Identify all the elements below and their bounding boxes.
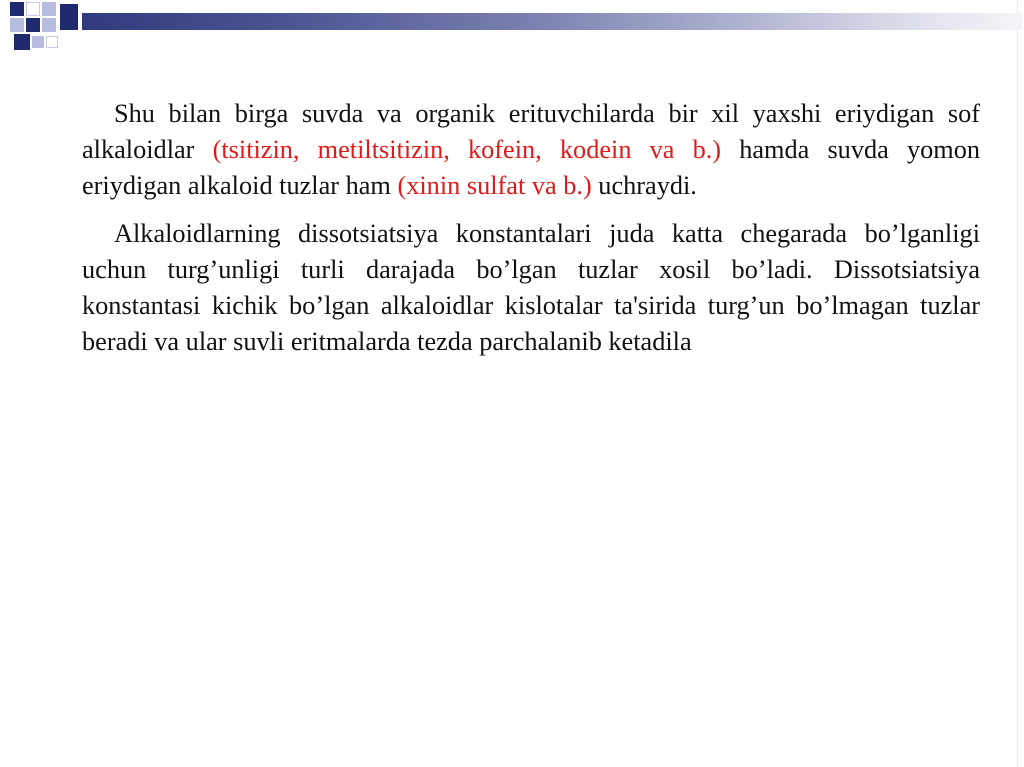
decor-square-light (32, 36, 44, 48)
decor-square-light (42, 18, 56, 32)
paragraph-1-text-a: Shu bilan birga suvda va organik erituvchilarda bir xil yaxshi eriydigan sof alkaloidlar (82, 99, 980, 164)
decor-square-light (10, 18, 24, 32)
decor-square-dark (10, 2, 24, 16)
paragraph-1-highlight-a: (tsitizin, metiltsitizin, kofein, kodein va b.) (212, 135, 722, 164)
paragraph-1 (82, 96, 980, 204)
paragraph-1-text-b: hamda suvda yomon eriydigan alkaloid tuzlar ham (82, 135, 980, 200)
paragraph-1-highlight-b: (xinin sulfat va b.) (397, 171, 592, 200)
decor-square-outline (26, 2, 40, 16)
decor-square-light (42, 2, 56, 16)
slide-body (82, 96, 980, 360)
decor-square-outline (46, 36, 58, 48)
decor-square-dark (60, 4, 78, 30)
header-gradient-bar (82, 13, 1022, 30)
decor-square-dark (14, 34, 30, 50)
decor-square-dark (26, 18, 40, 32)
paragraph-2: Alkaloidlarning dissotsiatsiya konstantalari juda katta chegarada bo’lganligi uchun turg’unligi turli darajada bo’lgan tuzlar xosil bo’ladi. Dissotsiatsiya konstantasi kichik bo’lgan alkaloidlar kislotalar ta'sirida turg’un bo’lmagan tuzlar beradi va ular suvli eritmalarda tezda parchalanib ketadila (82, 219, 980, 356)
paragraph-1-text-c: uchraydi. (591, 171, 697, 200)
slide-edge-divider (1017, 0, 1018, 767)
